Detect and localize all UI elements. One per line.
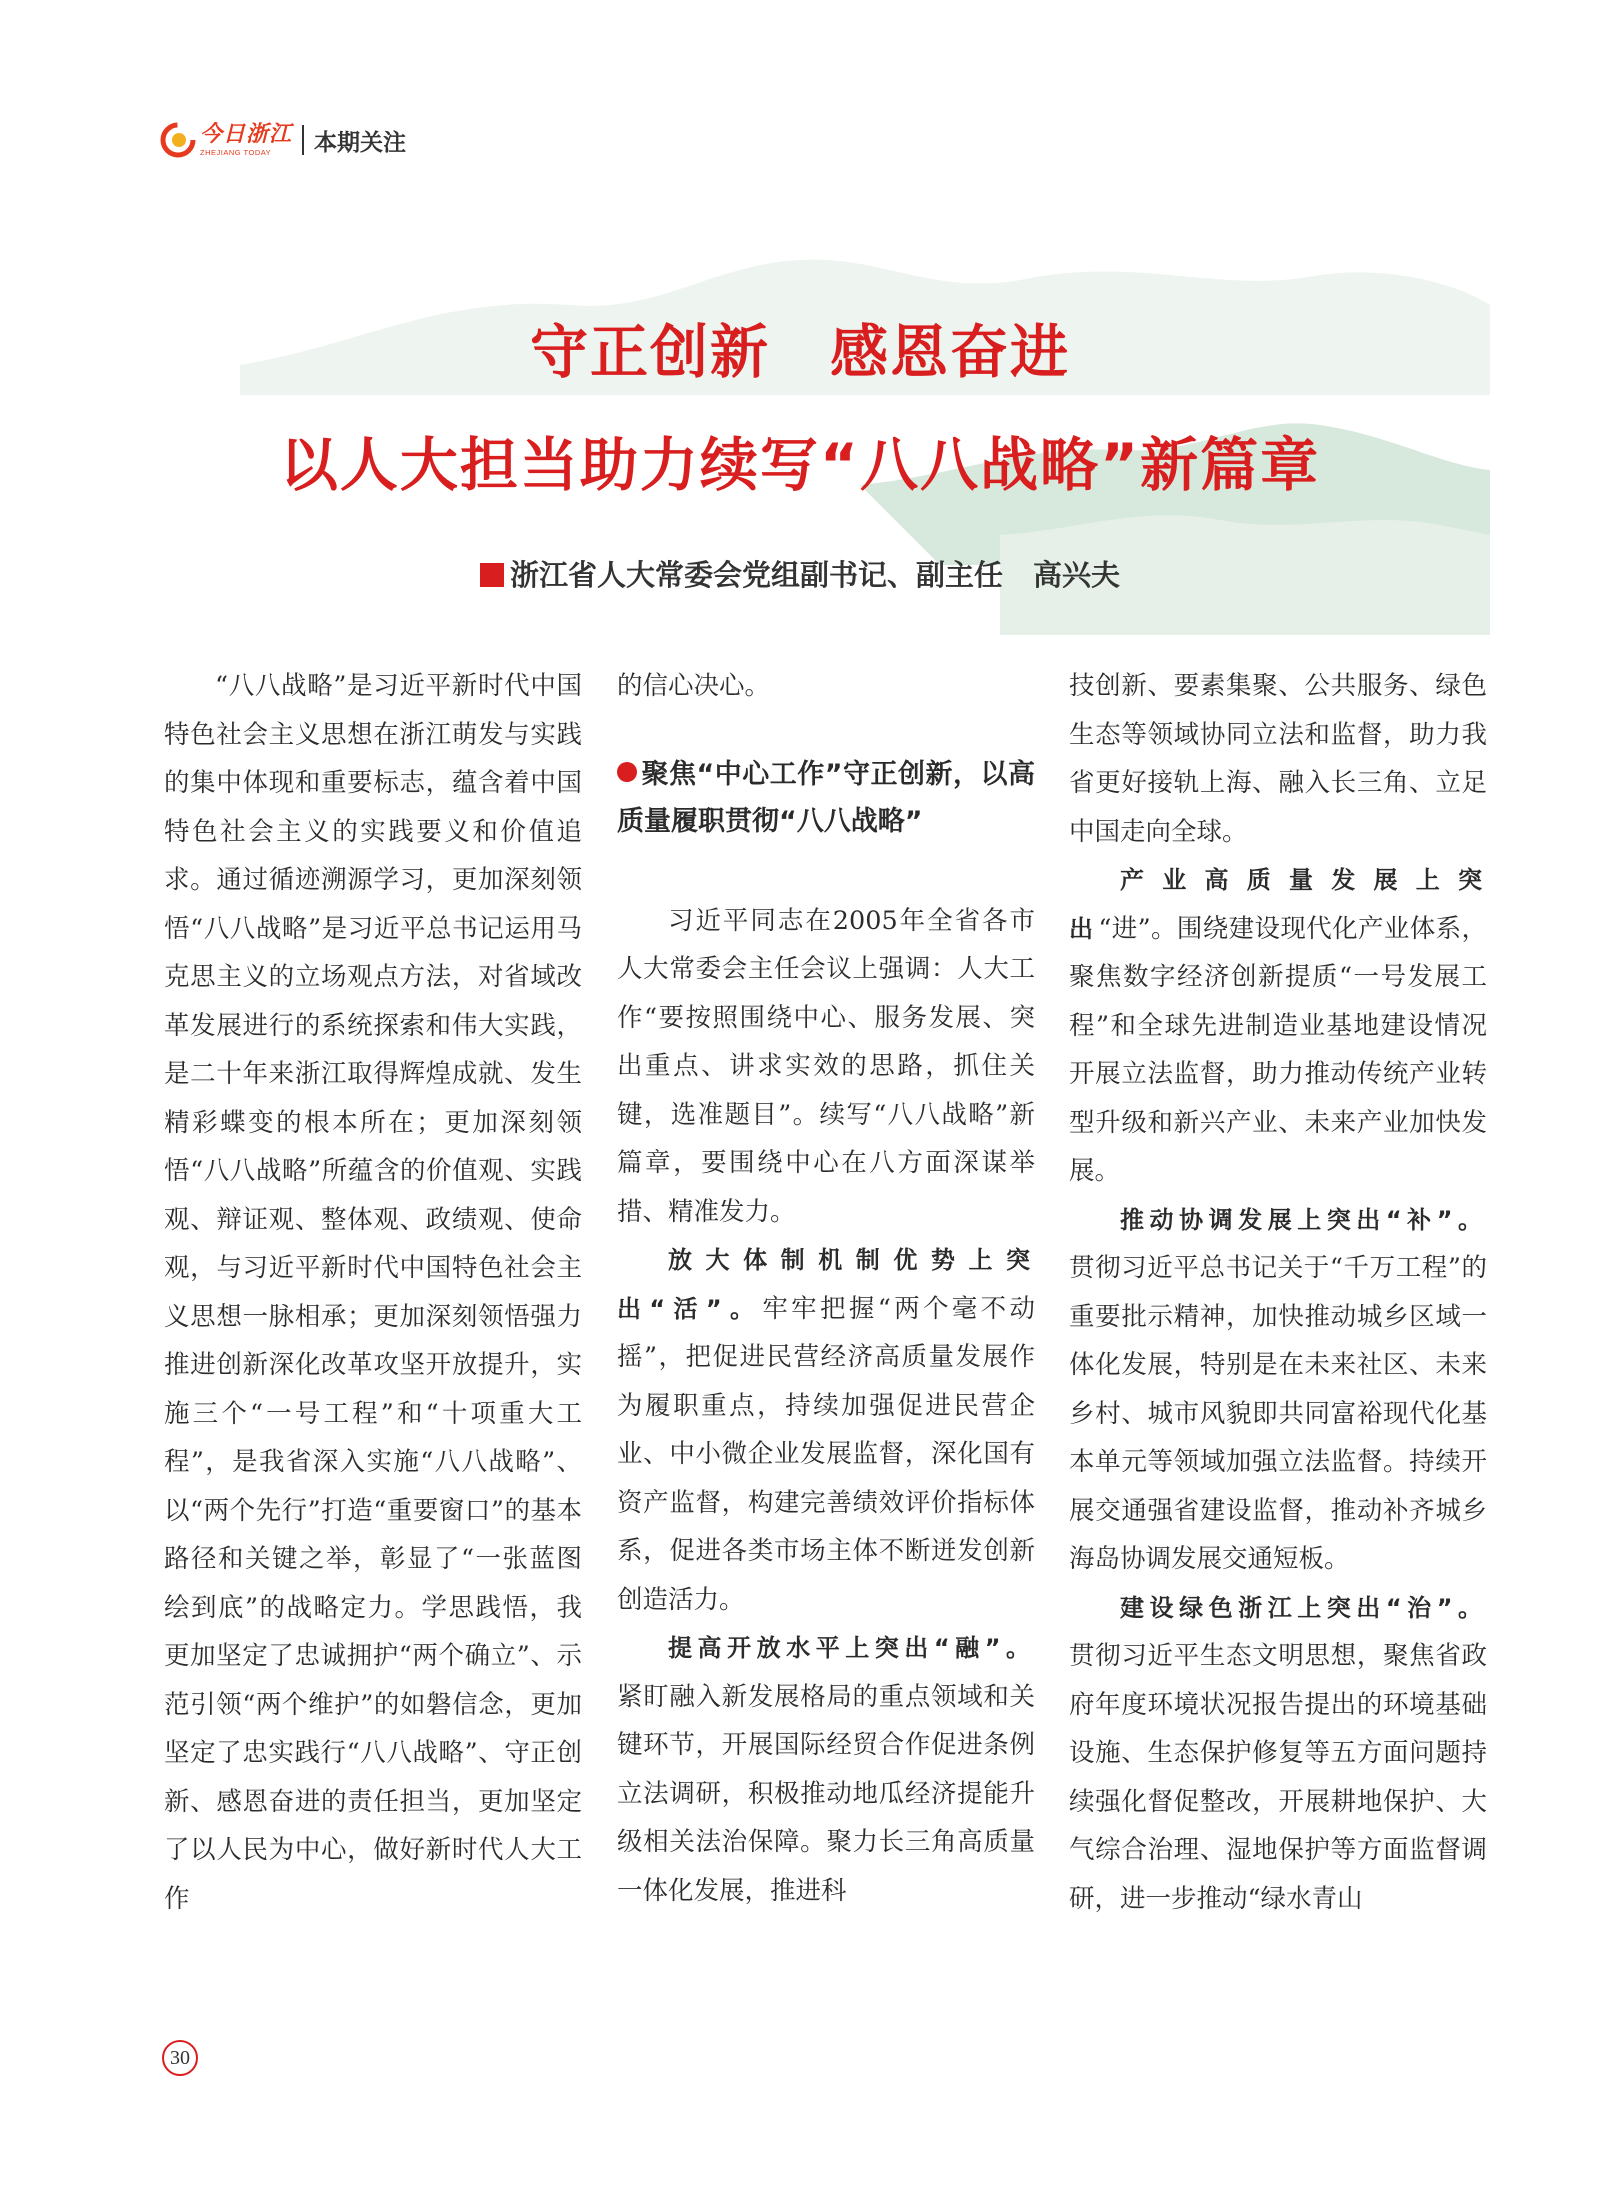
logo-english-text: ZHEJIANG TODAY [200,147,272,157]
section-subheading [617,751,1035,845]
paragraph-body: 牢牢把握“两个毫不动摇”，把促进民营经济高质量发展作为履职重点，持续加强促进民营企业、中小微企业发展监督，深化国有资产监督，构建完善绩效评价指标体系，促进各类市场主体不断迸发创新创造活力。 [617,1293,1036,1615]
paragraph [1069,1584,1487,1924]
paragraph [1069,1196,1487,1584]
logo-chinese-text: 今日浙江 [200,121,293,147]
author-name: 高兴夫 [1033,558,1121,592]
author-position: 浙江省人大常委会党组副书记、副主任 [509,558,1003,592]
header-divider [302,125,304,155]
paragraph-body: “进”。围绕建设现代化产业体系，聚焦数字经济创新提质“一号发展工程”和全球先进制造业基地建设情况开展立法监督，助力推动传统产业转型升级和新兴产业、未来产业加快发展。 [1069,913,1488,1186]
paragraph-body: 贯彻习近平生态文明思想，聚焦省政府年度环境状况报告提出的环境基础设施、生态保护修复等五方面问题持续强化督促整改，开展耕地保护、大气综合治理、湿地保护等方面监督调研，进一步推动“绿水青山 [1069,1641,1487,1914]
paragraph: 的信心决心。 [617,671,771,701]
paragraph: “八八战略”是习近平新时代中国特色社会主义思想在浙江萌发与实践的集中体现和重要标志，蕴含着中国特色社会主义的实践要义和价值追求。通过循迹溯源学习，更加深刻领悟“八八战略”是习近平总书记运用马克思主义的立场观点方法，对省域改革发展进行的系统探索和伟大实践，是二十年来浙江取得辉煌成就、发生精彩蝶变的根本所在；更加深刻领悟“八八战略”所蕴含的价值观、实践观、辩证观、整体观、政绩观、使命观，与习近平新时代中国特色社会主义思想一脉相承；更加深刻领悟强力推进创新深化改革攻坚开放提升，实施三个“一号工程”和“十项重大工程”，是我省深入实施“八八战略”、以“两个先行”打造“重要窗口”的基本路径和关键之举，彰显了“一张蓝图绘到底”的战略定力。学思践悟，我更加坚定了忠诚拥护“两个确立”、示范引领“两个维护”的如磐信念，更加坚定了忠实践行“八八战略”、守正创新、感恩奋进的责任担当，更加坚定了以人民为中心，做好新时代人大工作 [164,671,582,1914]
article-column-3 [1069,662,1487,1923]
byline-square-icon [480,563,504,587]
page-header [160,118,406,162]
bullet-dot-icon [617,762,637,782]
paragraph [617,1624,1035,1915]
paragraph [617,1236,1035,1624]
magazine-logo [160,122,292,158]
paragraph-body: 贯彻习近平总书记关于“千万工程”的重要批示精神，加快推动城乡区域一体化发展，特别是在未来社区、未来乡村、城市风貌即共同富裕现代化基本单元等领域加强立法监督。持续开展交通强省建设监督，推动补齐城乡海岛协调发展交通短板。 [1069,1253,1487,1574]
article-title-line-2: 以人大担当助力续写“八八战略”新篇章 [279,431,1321,499]
author-byline [0,553,1600,594]
paragraph-body: 紧盯融入新发展格局的重点领域和关键环节，开展国际经贸合作促进条例立法调研，积极推动地瓜经济提能升级相关法治保障。聚力长三角高质量一体化发展，推进科 [617,1681,1035,1906]
paragraph-lead: 推动协调发展上突出“补”。 [1120,1205,1487,1234]
paragraph-lead: 产业高质量发展上突出 [1069,866,1487,943]
paragraph: 技创新、要素集聚、公共服务、绿色生态等领域协同立法和监督，助力我省更好接轨上海、融入长三角、立足中国走向全球。 [1069,671,1487,847]
paragraph-lead: 提高开放水平上突出“融”。 [668,1634,1035,1662]
paragraph [1069,856,1487,1196]
article-title-line-1: 守正创新 感恩奋进 [529,318,1070,386]
paragraph: 习近平同志在2005年全省各市人大常委会主任会议上强调：人大工作“要按照围绕中心、服务发展、突出重点、讲求实效的思路，抓住关键，选准题目”。续写“八八战略”新篇章，要围绕中心在八方面深谋举措、精准发力。 [617,905,1035,1227]
section-label: 本期关注 [314,129,407,156]
paragraph-lead: 建设绿色浙江上突出“治”。 [1120,1593,1487,1622]
article-column-1 [164,662,582,1923]
subheading-text: 聚焦“中心工作”守正创新，以高质量履职贯彻“八八战略” [617,758,1035,837]
logo-emblem-icon [160,122,196,158]
page-number: 30 [162,2040,198,2076]
paragraph-lead: 放大体制机制优势上突出“活”。 [617,1246,1035,1323]
article-column-2 [617,662,1035,1915]
